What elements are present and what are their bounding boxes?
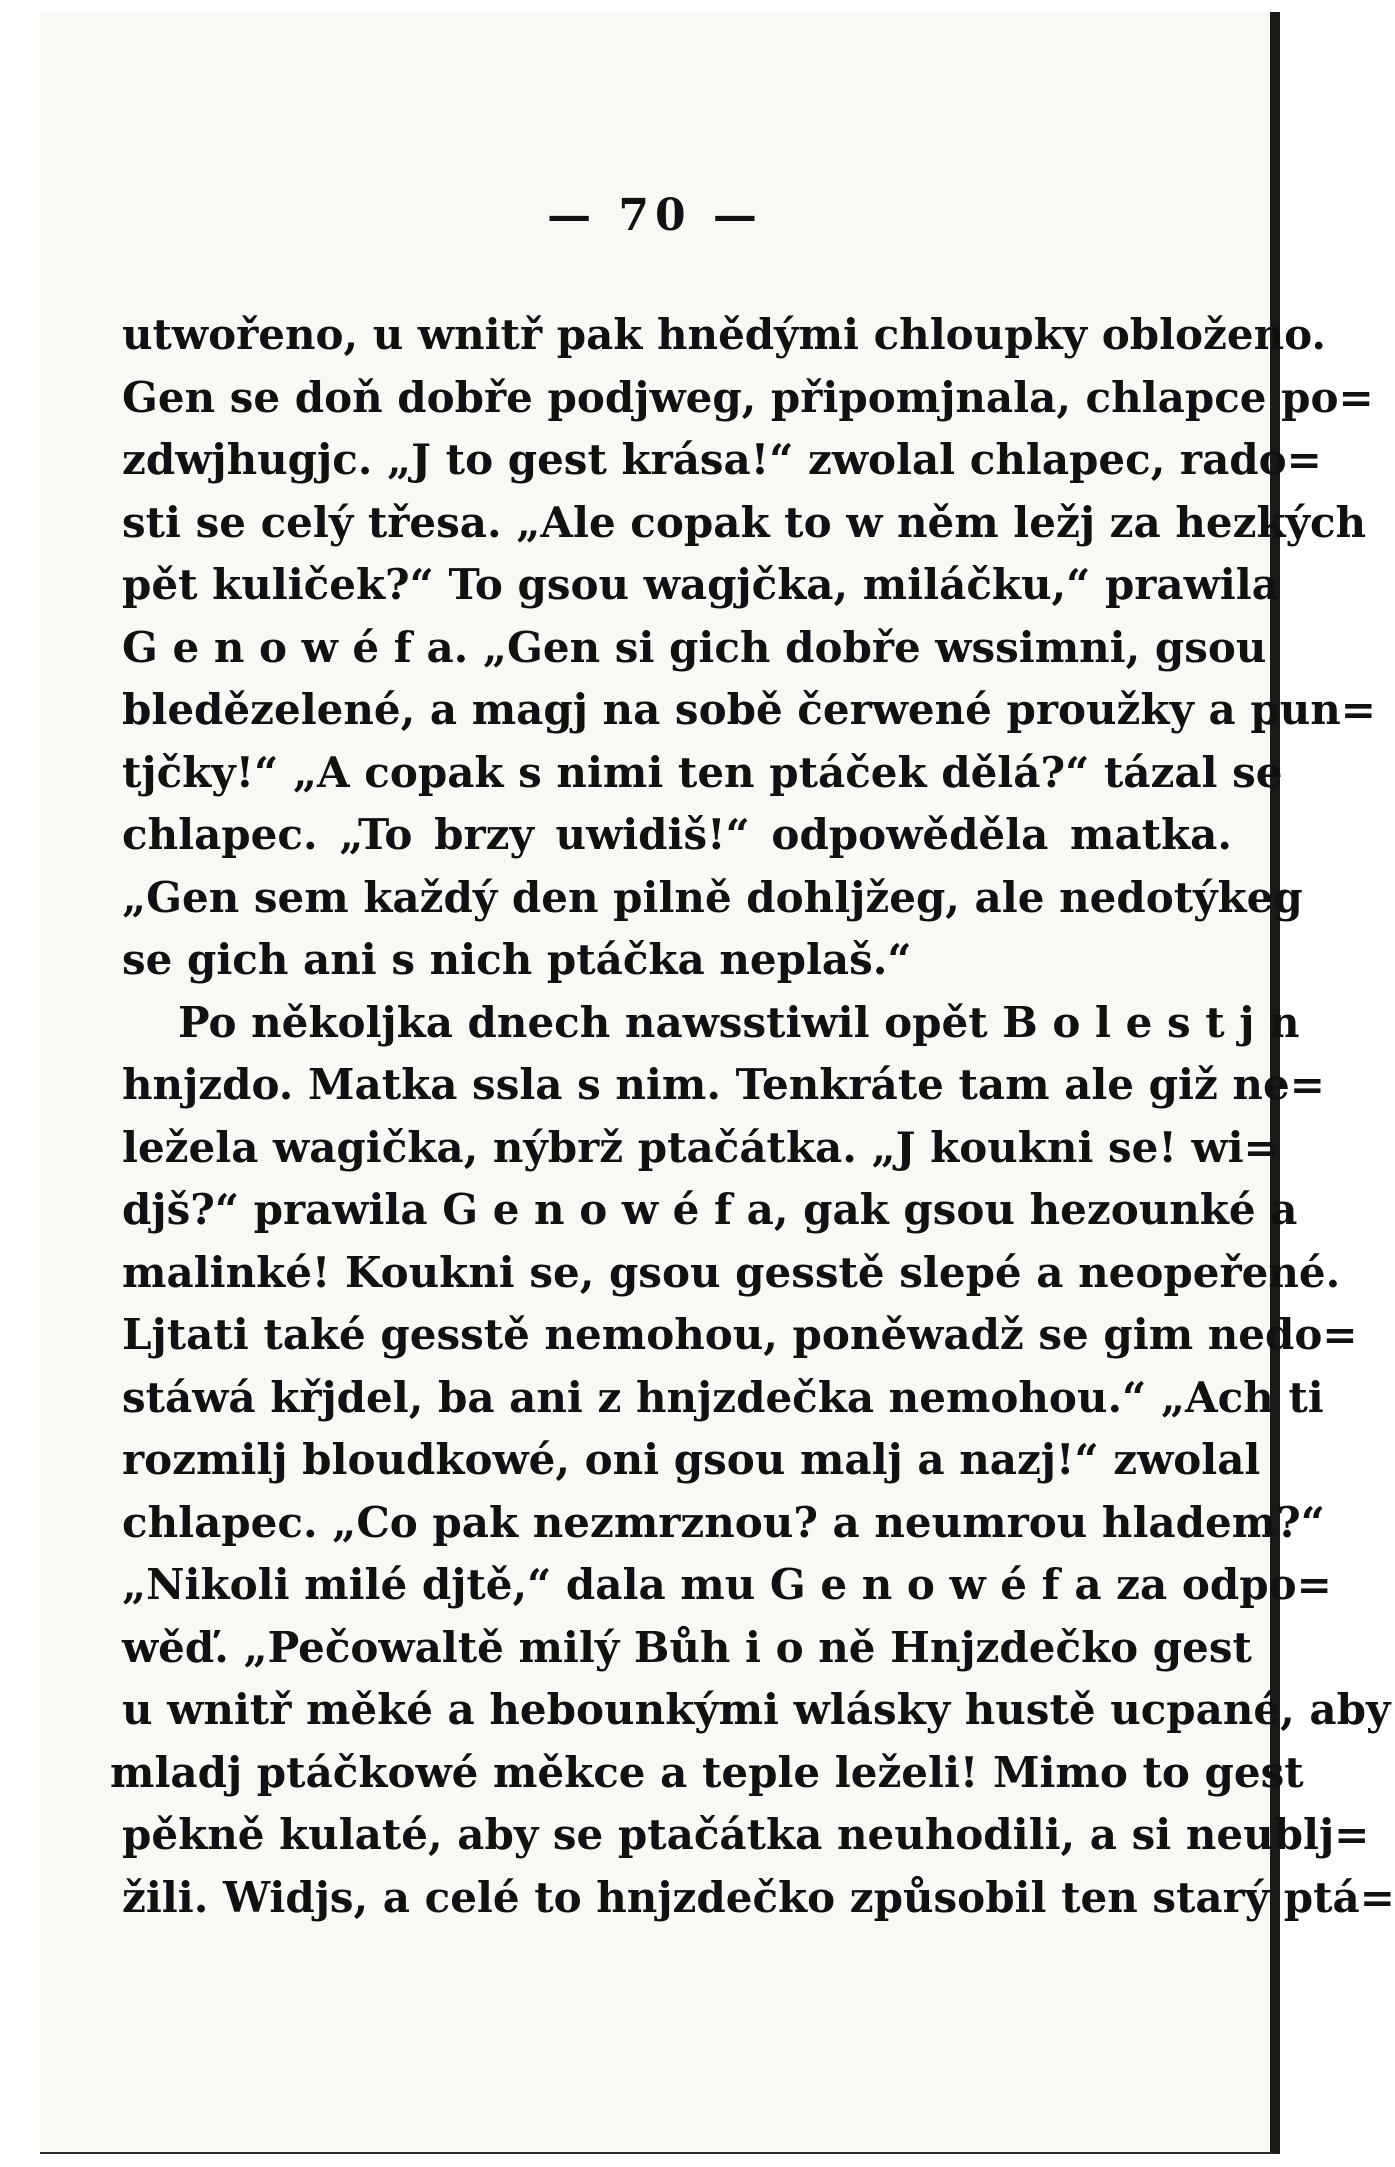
text-line: „Gen sem každý den pilně dohljžeg, ale nedotýkeg — [122, 872, 1303, 922]
text-line: chlapec. „Co pak nezmrznou? a neumrou hladem?“ — [122, 1497, 1325, 1547]
text-line: se gich ani s nich ptáčka neplaš.“ — [122, 935, 912, 984]
page-number: — 70 — — [547, 190, 763, 241]
text-line: chlapec. „To brzy uwidiš!“ odpowěděla matka. — [122, 810, 1232, 859]
text-line: zdwjhugjc. „J to gest krása!“ zwolal chlapec, rado= — [122, 435, 1322, 484]
text-line: rozmilj bloudkowé, oni gsou malj a nazj!“ zwolal — [122, 1435, 1261, 1484]
text-line: wěď. „Pečowaltě milý Bůh i o ně Hnjzdečko gest — [122, 1622, 1252, 1672]
text-line: u wnitř měké a hebounkými wlásky hustě ucpané, aby — [122, 1685, 1391, 1734]
text-line: Po několjka dnech nawsstiwil opět B o l e s t j n — [178, 997, 1300, 1047]
text-line: sti se celý třesa. „Ale copak to w něm ležj za hezkých — [122, 497, 1367, 547]
text-line: pět kuliček?“ To gsou wagjčka, miláčku,“ prawila — [122, 560, 1279, 609]
text-line: stáwá křjdel, ba ani z hnjzdečka nemohou.“ „Ach ti — [122, 1372, 1324, 1422]
text-line: mladj ptáčkowé měkce a teple leželi! Mimo to gest — [110, 1747, 1304, 1797]
text-line: ležela wagička, nýbrž ptačátka. „J koukni se! wi= — [122, 1122, 1279, 1172]
text-line: Ljtati také gesstě nemohou, poněwadž se gim nedo= — [122, 1310, 1358, 1359]
text-line: djš?“ prawila G e n o w é f a, gak gsou hezounké a — [122, 1185, 1298, 1234]
text-line: pěkně kulaté, aby se ptačátka neuhodili, a si neublj= — [122, 1810, 1370, 1859]
text-line: „Nikoli milé djtě,“ dala mu G e n o w é f a za odpo= — [122, 1560, 1332, 1609]
text-line: Gen se doň dobře podjweg, připomjnala, chlapce po= — [122, 372, 1374, 422]
text-line: hnjzdo. Matka ssla s nim. Tenkráte tam ale giž ne= — [122, 1060, 1325, 1109]
text-line: bledězelené, a magj na sobě čerwené proužky a pun= — [122, 685, 1376, 734]
body-text — [110, 304, 1395, 1929]
text-line: malinké! Koukni se, gsou gesstě slepé a neopeřené. — [122, 1247, 1341, 1297]
book-page — [40, 12, 1395, 2154]
text-line: G e n o w é f a. „Gen si gich dobře wssimni, gsou — [122, 622, 1267, 672]
text-line: žili. Widjs, a celé to hnjzdečko způsobil ten starý ptá= — [122, 1872, 1395, 1922]
text-line: utwořeno, u wnitř pak hnědými chloupky obloženo. — [122, 310, 1327, 359]
text-line: tjčky!“ „A copak s nimi ten ptáček dělá?“ tázal se — [122, 747, 1283, 797]
